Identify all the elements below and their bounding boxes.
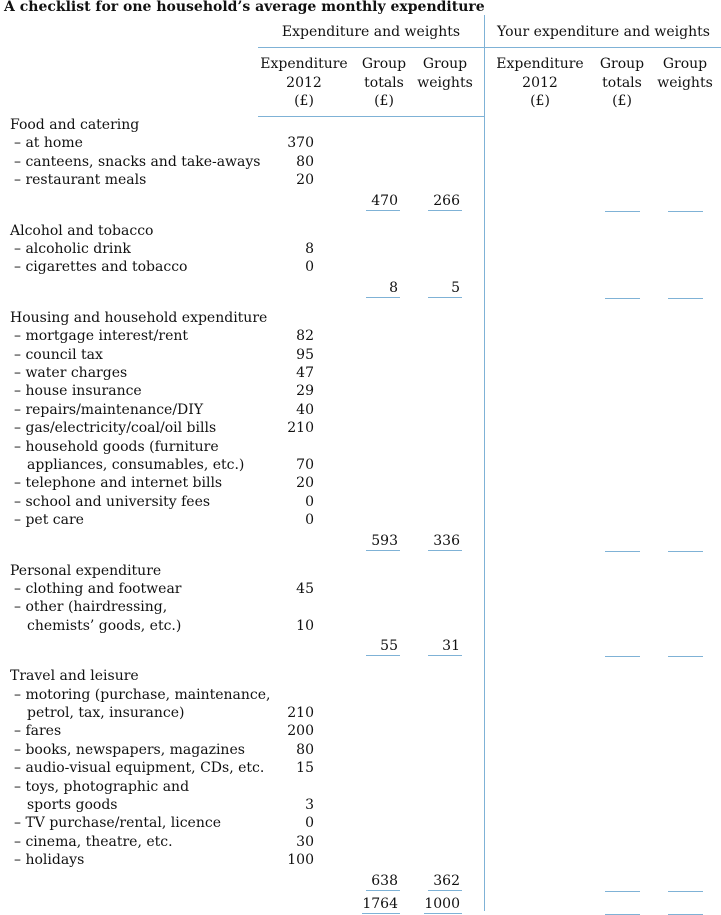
left-group-header: Expenditure and weights xyxy=(281,24,461,40)
item-value: 15 xyxy=(296,760,314,777)
section-heading: Alcohol and tobacco xyxy=(10,222,154,239)
item-label: – mortgage interest/rent xyxy=(14,328,189,345)
column-header-line: Group xyxy=(361,56,407,72)
your-weight-blank xyxy=(668,211,703,212)
item-label: – repairs/maintenance/DIY xyxy=(14,401,204,418)
your-total-blank xyxy=(605,211,640,212)
item-value: 0 xyxy=(305,815,314,832)
right-group-header: Your expenditure and weights xyxy=(497,24,710,40)
your-total-blank xyxy=(605,551,640,552)
group-total: 638 xyxy=(366,872,400,891)
item-label: – telephone and internet bills xyxy=(14,475,223,492)
group-weight: 5 xyxy=(428,279,462,298)
item-label: – at home xyxy=(14,135,83,152)
item-label: – books, newspapers, magazines xyxy=(14,741,245,758)
item-label: – clothing and footwear xyxy=(14,581,182,597)
item-value: 3 xyxy=(305,797,314,813)
item-label: – motoring (purchase, maintenance, xyxy=(14,686,271,703)
item-value: 70 xyxy=(296,457,314,473)
item-value: 20 xyxy=(296,475,314,492)
section-heading: Housing and household expenditure xyxy=(10,309,268,326)
column-header-line: totals xyxy=(602,74,642,91)
your-grand-total-blank xyxy=(605,914,640,915)
item-value: 40 xyxy=(296,401,314,418)
item-label: – house insurance xyxy=(14,383,142,400)
item-value: 100 xyxy=(287,852,314,869)
item-label: – pet care xyxy=(14,512,84,529)
section-heading: Travel and leisure xyxy=(10,668,139,685)
item-label: sports goods xyxy=(27,797,118,813)
item-label: – audio-visual equipment, CDs, etc. xyxy=(14,760,265,777)
column-header-line: 2012 xyxy=(286,74,322,91)
group-total: 470 xyxy=(366,192,400,211)
group-weight: 336 xyxy=(428,532,462,551)
column-header-line: Group xyxy=(422,56,468,72)
item-label: – council tax xyxy=(14,346,103,363)
item-label: – other (hairdressing, xyxy=(14,599,168,616)
header-rule xyxy=(258,47,721,48)
column-header-line: Group xyxy=(599,56,645,72)
your-total-blank xyxy=(605,656,640,657)
group-weight: 266 xyxy=(428,192,462,211)
item-label: – fares xyxy=(14,723,62,740)
item-value: 20 xyxy=(296,172,314,189)
your-weight-blank xyxy=(668,656,703,657)
your-weight-blank xyxy=(668,891,703,892)
item-label: – school and university fees xyxy=(14,493,211,510)
item-label: – holidays xyxy=(14,852,85,869)
column-header-line: (£) xyxy=(612,93,632,109)
column-header-line: Expenditure xyxy=(496,56,584,72)
item-label: – cinema, theatre, etc. xyxy=(14,833,173,850)
your-grand-weight-blank xyxy=(668,914,703,915)
item-value: 200 xyxy=(287,723,314,740)
grand-total: 1764 xyxy=(362,895,398,912)
item-value: 82 xyxy=(296,328,314,345)
your-total-blank xyxy=(605,891,640,892)
group-weight: 362 xyxy=(428,872,462,891)
column-header-line: weights xyxy=(657,74,713,91)
column-header-line: weights xyxy=(417,74,473,91)
item-value: 10 xyxy=(296,617,314,634)
group-total: 593 xyxy=(366,532,400,551)
page-title: A checklist for one household’s average monthly expenditure xyxy=(4,0,485,15)
item-value: 47 xyxy=(296,365,314,381)
item-label: – alcoholic drink xyxy=(14,241,131,257)
your-weight-blank xyxy=(668,551,703,552)
item-value: 30 xyxy=(296,833,314,850)
item-value: 0 xyxy=(305,512,314,529)
column-header-line: (£) xyxy=(294,93,314,109)
item-label: – toys, photographic and xyxy=(14,778,190,795)
item-value: 29 xyxy=(296,383,314,400)
item-value: 0 xyxy=(305,493,314,510)
item-value: 95 xyxy=(296,346,314,363)
item-value: 80 xyxy=(296,153,314,170)
group-total: 8 xyxy=(366,279,400,298)
column-divider xyxy=(484,15,485,911)
item-label: appliances, consumables, etc.) xyxy=(27,457,245,473)
item-label: – TV purchase/rental, licence xyxy=(14,815,221,832)
your-weight-blank xyxy=(668,298,703,299)
group-weight: 31 xyxy=(428,637,462,656)
item-label: – gas/electricity/coal/oil bills xyxy=(14,420,217,437)
item-value: 80 xyxy=(296,741,314,758)
item-label: – household goods (furniture xyxy=(14,438,219,455)
item-value: 45 xyxy=(296,581,314,597)
item-label: petrol, tax, insurance) xyxy=(27,705,185,721)
item-value: 210 xyxy=(287,705,314,721)
column-header-line: 2012 xyxy=(522,74,558,91)
section-heading: Personal expenditure xyxy=(10,562,162,579)
item-value: 8 xyxy=(305,241,314,257)
header-bottom-rule xyxy=(258,116,484,117)
column-header-line: (£) xyxy=(374,93,394,109)
item-value: 0 xyxy=(305,259,314,276)
item-label: chemists’ goods, etc.) xyxy=(27,617,182,634)
item-label: – restaurant meals xyxy=(14,172,147,189)
column-header-line: (£) xyxy=(530,93,550,109)
your-total-blank xyxy=(605,298,640,299)
section-heading: Food and catering xyxy=(10,117,140,133)
item-label: – canteens, snacks and take-aways xyxy=(14,153,261,170)
group-total: 55 xyxy=(366,637,400,656)
item-value: 370 xyxy=(287,135,314,152)
item-value: 210 xyxy=(287,420,314,437)
column-header-line: Expenditure xyxy=(260,56,348,72)
item-label: – cigarettes and tobacco xyxy=(14,259,188,276)
grand-weight: 1000 xyxy=(424,895,460,912)
column-header-line: totals xyxy=(364,74,404,91)
item-label: – water charges xyxy=(14,365,128,381)
column-header-line: Group xyxy=(662,56,708,72)
